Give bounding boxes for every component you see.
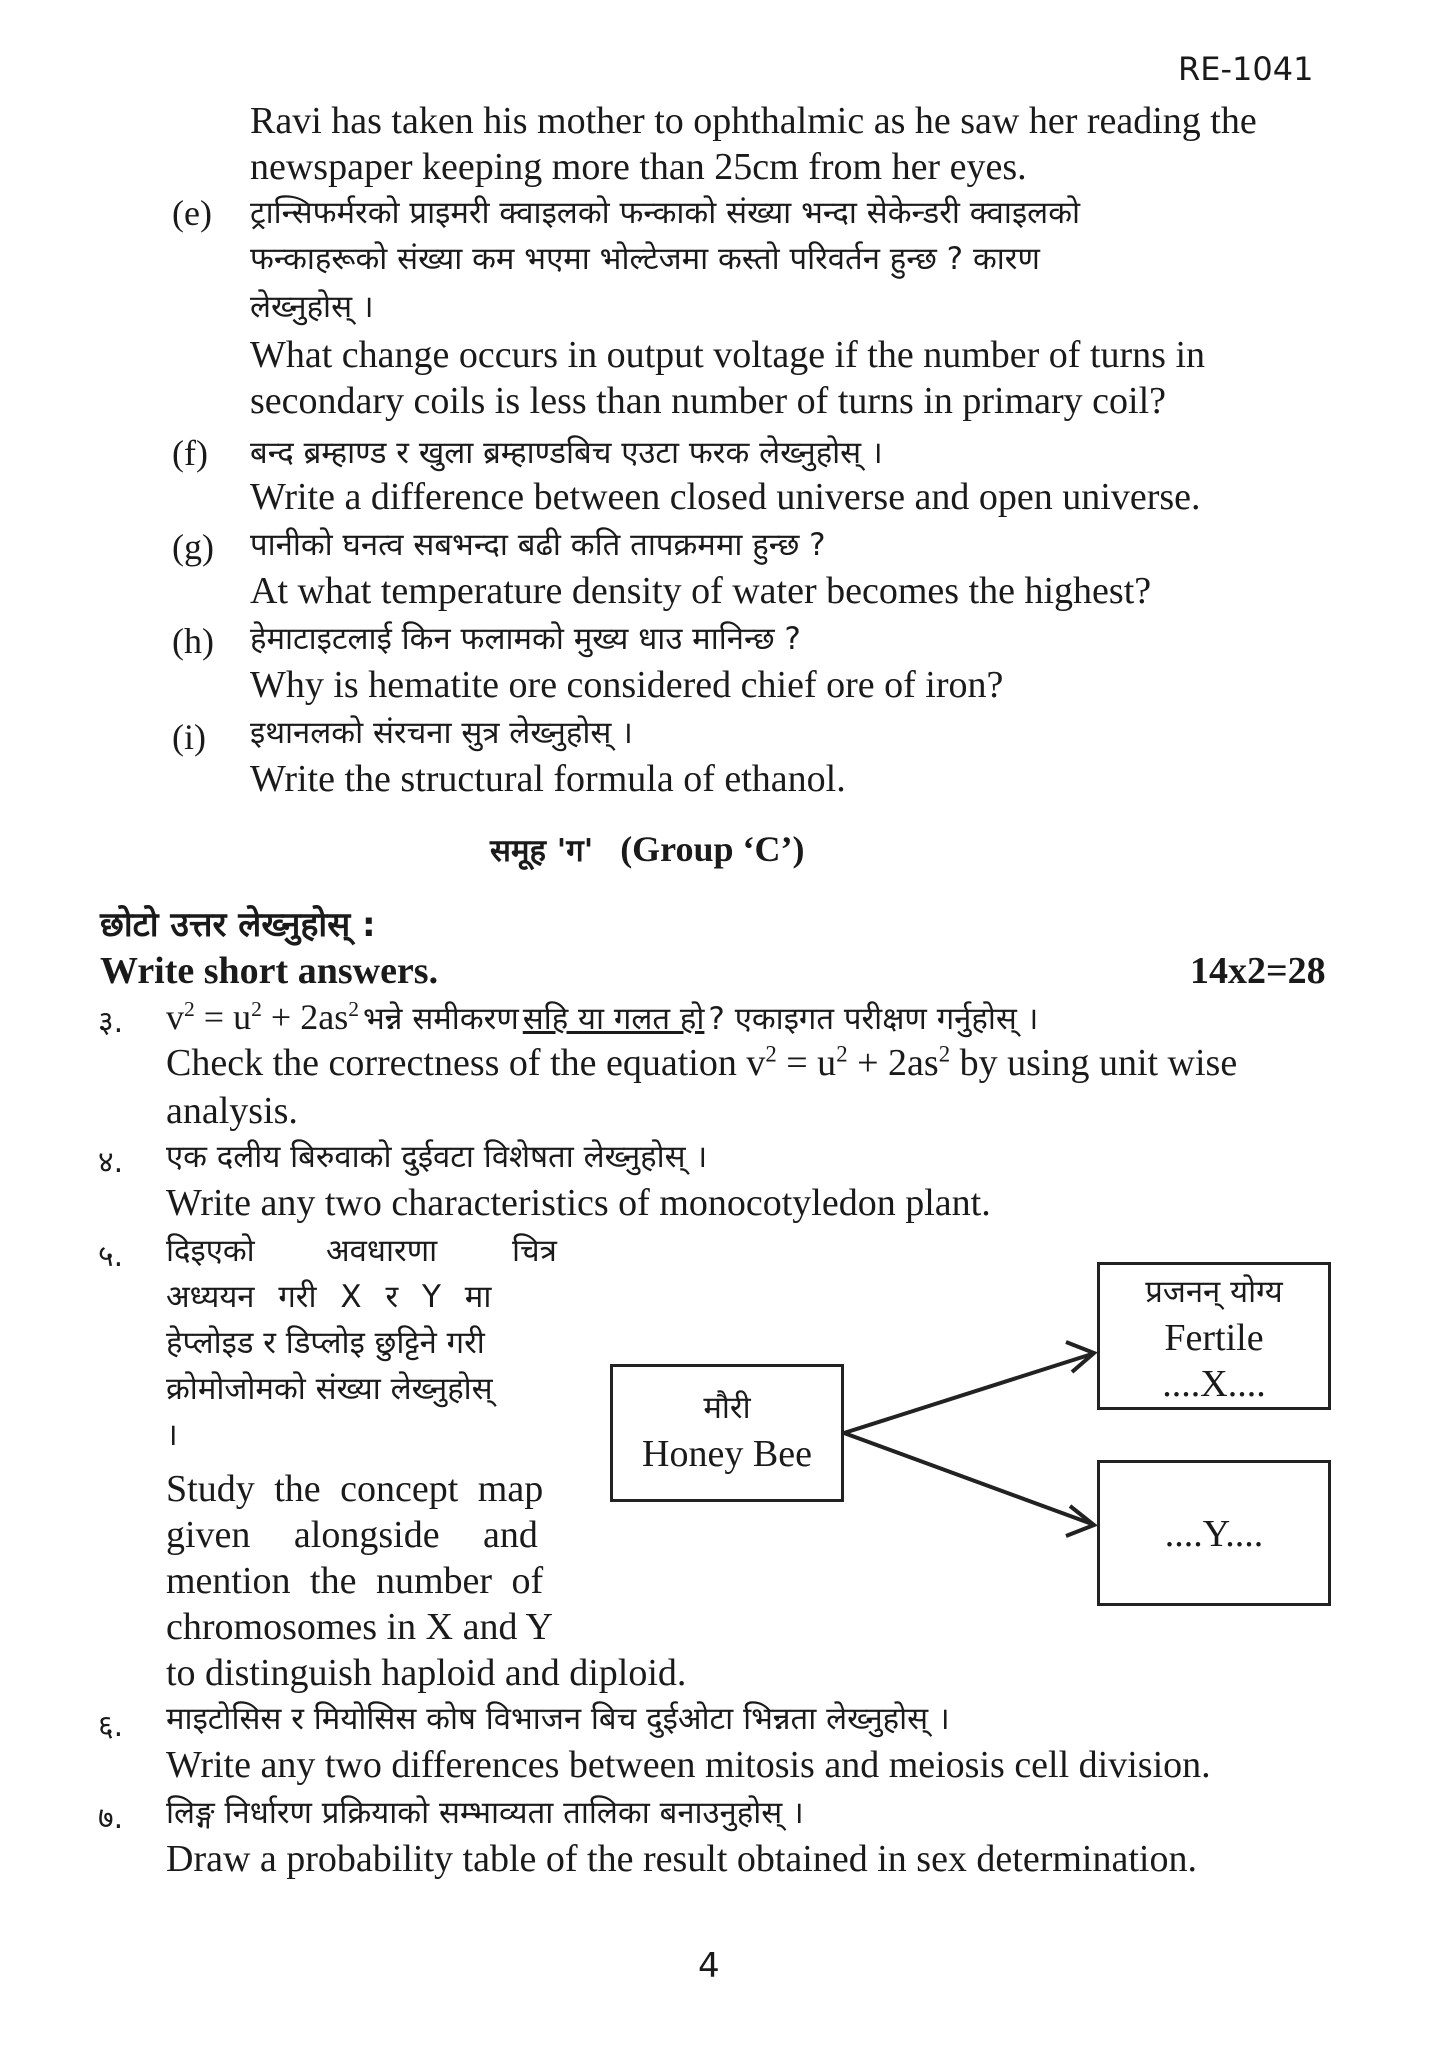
- group-c-heading-np: समूह 'ग': [490, 833, 594, 869]
- question-h-np: हेमाटाइटलाई किन फलामको मुख्य धाउ मानिन्छ ?: [250, 621, 801, 657]
- question-f-np: बन्द ब्रम्हाण्ड र खुला ब्रम्हाण्डबिच एउटा फरक लेख्नुहोस् ।: [250, 435, 883, 471]
- question-5-en-line2: given alongside and: [166, 1514, 538, 1556]
- page-number: 4: [698, 1946, 720, 1986]
- question-5-np-line1-w2: अवधारणा: [326, 1233, 438, 1269]
- question-4-number: ४.: [98, 1145, 124, 1180]
- question-f-en: Write a difference between closed universe and open universe.: [250, 476, 1201, 518]
- question-5-np-line3: हेप्लोइड र डिप्लोइ छुट्टिने गरी: [166, 1325, 485, 1361]
- question-5-np-line5: ।: [166, 1417, 178, 1453]
- instruction-np: छोटो उत्तर लेख्नुहोस् :: [100, 905, 376, 945]
- arrow-to-y: [844, 1433, 1092, 1524]
- document-code: RE-1041: [1178, 50, 1314, 88]
- question-3-en-after: by using unit wise: [959, 1042, 1238, 1084]
- question-3-number: ३.: [98, 1005, 124, 1040]
- question-5-en-line5: to distinguish haploid and diploid.: [166, 1652, 687, 1694]
- question-g-np: पानीको घनत्व सबभन्दा बढी कति तापक्रममा हुन्छ ?: [250, 527, 826, 563]
- center-box-en: Honey Bee: [642, 1433, 812, 1475]
- question-e-en-line1: What change occurs in output voltage if the number of turns in: [250, 334, 1206, 376]
- question-g-label: (g): [172, 527, 214, 567]
- question-5-en-line1: Study the concept map: [166, 1468, 544, 1510]
- top-box-variable-x: ....X....: [1162, 1363, 1266, 1405]
- group-c-heading-en: (Group ‘C’): [620, 829, 805, 869]
- equation-v2-u2-2as2: $v^2 = u^2 + 2as^2$: [166, 997, 359, 1037]
- question-6-number: ६.: [98, 1709, 124, 1744]
- instruction-en: Write short answers.: [100, 950, 439, 992]
- question-6-np: माइटोसिस र मियोसिस कोष विभाजन बिच दुईओटा भिन्नता लेख्नुहोस् ।: [166, 1701, 950, 1737]
- question-6-en: Write any two differences between mitosis and meiosis cell division.: [166, 1744, 1211, 1786]
- question-5-en-line4: chromosomes in X and Y: [166, 1606, 553, 1648]
- question-i-np: इथानलको संरचना सुत्र लेख्नुहोस् ।: [250, 715, 633, 751]
- question-i-label: (i): [172, 717, 206, 757]
- question-3-np-after: ? एकाइगत परीक्षण गर्नुहोस् ।: [708, 1001, 1039, 1037]
- question-4-np: एक दलीय बिरुवाको दुईवटा विशेषता लेख्नुहोस् ।: [166, 1139, 708, 1175]
- question-4-en: Write any two characteristics of monocotyledon plant.: [166, 1182, 991, 1224]
- question-3-en-line2: analysis.: [166, 1090, 298, 1132]
- group-c-marks: 14x2=28: [1190, 950, 1326, 992]
- center-box-np: मौरी: [703, 1390, 751, 1426]
- question-d-en-line1: Ravi has taken his mother to ophthalmic as he saw her reading the: [250, 100, 1257, 142]
- question-7-number: ७.: [98, 1801, 124, 1836]
- question-5-np-line1-w1: दिइएको: [166, 1233, 255, 1269]
- question-f-label: (f): [172, 433, 208, 473]
- question-5-np-line2: अध्ययन गरी X र Y मा: [166, 1279, 492, 1315]
- question-g-en: At what temperature density of water becomes the highest?: [250, 570, 1152, 612]
- question-i-en: Write the structural formula of ethanol.: [250, 758, 846, 800]
- question-e-np-line1: ट्रान्सिफर्मरको प्राइमरी क्वाइलको फन्काको संख्या भन्दा सेकेन्डरी क्वाइलको: [250, 195, 1081, 231]
- question-5-en-line3: mention the number of: [166, 1560, 544, 1602]
- equation-inline: $v^2 = u^2 + 2as^2$: [746, 1041, 951, 1084]
- question-e-label: (e): [172, 193, 212, 233]
- question-3-np-before: भन्ने समीकरण: [363, 1001, 519, 1037]
- question-5-number: ५.: [98, 1239, 124, 1274]
- question-h-en: Why is hematite ore considered chief ore of iron?: [250, 664, 1004, 706]
- question-d-en-line2: newspaper keeping more than 25cm from her eyes.: [250, 146, 1027, 188]
- question-5-np-line1-w3: चित्र: [512, 1233, 557, 1269]
- top-box-np: प्रजनन् योग्य: [1145, 1274, 1283, 1310]
- question-7-np: लिङ्ग निर्धारण प्रक्रियाको सम्भाव्यता तालिका बनाउनुहोस् ।: [166, 1795, 804, 1831]
- question-5-np-line4: क्रोमोजोमको संख्या लेख्नुहोस्: [166, 1371, 493, 1407]
- bottom-box-variable-y: ....Y....: [1164, 1513, 1264, 1555]
- question-7-en: Draw a probability table of the result obtained in sex determination.: [166, 1838, 1197, 1880]
- question-3-np-underlined: सहि या गलत हो: [522, 1001, 705, 1037]
- arrow-to-fertile: [844, 1354, 1092, 1433]
- question-h-label: (h): [172, 621, 214, 661]
- question-e-np-line3: लेख्नुहोस् ।: [250, 289, 374, 325]
- question-e-np-line2: फन्काहरूको संख्या कम भएमा भोल्टेजमा कस्तो परिवर्तन हुन्छ ? कारण: [250, 241, 1040, 277]
- top-box-en: Fertile: [1164, 1317, 1264, 1359]
- question-e-en-line2: secondary coils is less than number of turns in primary coil?: [250, 380, 1167, 422]
- question-3-en-before: Check the correctness of the equation: [166, 1042, 737, 1084]
